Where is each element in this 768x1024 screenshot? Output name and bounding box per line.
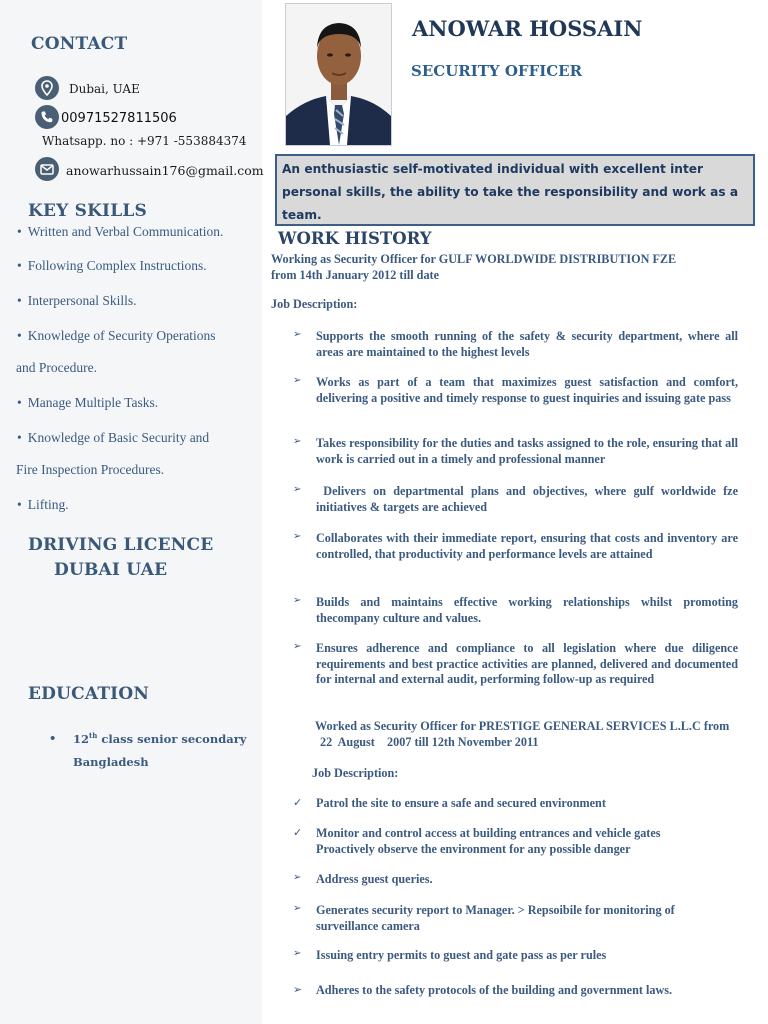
job1-duty-item: ➢ Builds and maintains effective working relationships whilst promoting thecompany culture and values. bbox=[293, 595, 738, 625]
driving-licence-location: DUBAI UAE bbox=[54, 560, 168, 580]
arrow-bullet-icon: ➢ bbox=[293, 329, 302, 340]
phone-number[interactable]: 00971527811506 bbox=[61, 111, 177, 126]
location-text: Dubai, UAE bbox=[69, 82, 140, 96]
arrow-bullet-icon: ➢ bbox=[293, 872, 302, 883]
job1-description-label: Job Description: bbox=[271, 297, 358, 311]
work-history-heading: WORK HISTORY bbox=[278, 229, 432, 248]
skill-item: • Manage Multiple Tasks. bbox=[17, 395, 159, 410]
location-pin-icon bbox=[35, 76, 59, 100]
key-skills-heading: KEY SKILLS bbox=[28, 201, 147, 221]
skill-item: • Written and Verbal Communication. bbox=[17, 224, 224, 239]
job2-duty-item: ➢ Adheres to the safety protocols of the building and government laws. bbox=[293, 983, 673, 997]
job2-dates: 22 August 2007 till 12th November 2011 bbox=[320, 735, 539, 749]
email-link[interactable]: anowarhussain176@gmail.com bbox=[66, 163, 264, 178]
job1-duty-item: ➢ Works as part of a team that maximizes guest satisfaction and comfort, delivering a positive and timely response to guest inquiries and issuing gate pass bbox=[293, 375, 738, 405]
job2-duty-item: ➢ Generates security report to Manager. > Repsoibile for monitoring of surveillance camera bbox=[293, 903, 675, 933]
contact-heading: CONTACT bbox=[31, 34, 128, 54]
arrow-bullet-icon: ➢ bbox=[293, 531, 302, 542]
skill-item-continued: and Procedure. bbox=[16, 360, 97, 375]
job2-duty-item: ✓ Monitor and control access at building entrances and vehicle gates Proactively observe the environment for any possible danger bbox=[293, 826, 661, 856]
arrow-bullet-icon: ➢ bbox=[293, 983, 303, 996]
arrow-bullet-icon: ➢ bbox=[293, 375, 302, 386]
arrow-bullet-icon: ➢ bbox=[293, 641, 302, 652]
profile-photo bbox=[285, 3, 392, 146]
check-bullet-icon: ✓ bbox=[293, 826, 303, 839]
education-item: 12th class senior secondary bbox=[73, 731, 247, 746]
education-item-location: Bangladesh bbox=[73, 755, 149, 769]
job2-duty-item: ✓ Patrol the site to ensure a safe and secured environment bbox=[293, 796, 606, 810]
whatsapp-number[interactable]: Whatsapp. no : +971 -553884374 bbox=[42, 134, 247, 148]
job2-description-label: Job Description: bbox=[312, 766, 399, 780]
check-bullet-icon: ✓ bbox=[293, 796, 303, 809]
job1-duty-item: ➢ Collaborates with their immediate report, ensuring that costs and inventory are controlled, that productivity and performance levels are attained bbox=[293, 531, 738, 561]
skill-item: • Interpersonal Skills. bbox=[17, 293, 137, 308]
job1-duty-item: ➢ Supports the smooth running of the safety & security department, where all areas are maintained to the highest levels bbox=[293, 329, 738, 359]
job1-title: Working as Security Officer for GULF WORLDWIDE DISTRIBUTION FZE bbox=[271, 252, 677, 266]
arrow-bullet-icon: ➢ bbox=[293, 903, 302, 914]
arrow-bullet-icon: ➢ bbox=[293, 948, 302, 959]
job1-duty-item: ➢ Ensures adherence and compliance to all legislation where due diligence requirements and best practice activities are planned, delivered and documented for internal and external audit, performing follow-up as required bbox=[293, 641, 738, 686]
education-heading: EDUCATION bbox=[28, 684, 150, 704]
email-icon bbox=[35, 157, 59, 181]
arrow-bullet-icon: ➢ bbox=[293, 436, 302, 447]
skill-item: • Knowledge of Basic Security and bbox=[17, 430, 210, 445]
skill-item: • Following Complex Instructions. bbox=[17, 258, 207, 273]
job1-duty-item: ➢ Delivers on departmental plans and objectives, where gulf worldwide fze initiatives & targets are achieved bbox=[293, 484, 742, 514]
job2-duty-item: ➢ Issuing entry permits to guest and gate pass as per rules bbox=[293, 948, 607, 962]
skill-item: • Knowledge of Security Operations bbox=[17, 328, 216, 343]
job2-title: Worked as Security Officer for PRESTIGE GENERAL SERVICES L.L.C from bbox=[315, 719, 730, 733]
candidate-name: ANOWAR HOSSAIN bbox=[412, 16, 643, 41]
driving-licence-heading: DRIVING LICENCE bbox=[28, 535, 214, 555]
job1-dates: from 14th January 2012 till date bbox=[271, 268, 440, 282]
phone-icon bbox=[35, 105, 59, 129]
education-bullet: • bbox=[49, 731, 57, 745]
arrow-bullet-icon: ➢ bbox=[293, 595, 302, 606]
summary-box: An enthusiastic self-motivated individual with excellent inter personal skills, the ability to take the responsibility and work as a team. bbox=[275, 154, 755, 226]
job2-duty-item: ➢ Address guest queries. bbox=[293, 872, 433, 886]
candidate-title: SECURITY OFFICER bbox=[411, 62, 583, 80]
skill-item-continued: Fire Inspection Procedures. bbox=[16, 462, 165, 477]
arrow-bullet-icon: ➢ bbox=[293, 484, 302, 495]
job1-duty-item: ➢ Takes responsibility for the duties and tasks assigned to the role, ensuring that all work is carried out in a timely and professional manner bbox=[293, 436, 738, 466]
skill-item: • Lifting. bbox=[17, 497, 69, 512]
